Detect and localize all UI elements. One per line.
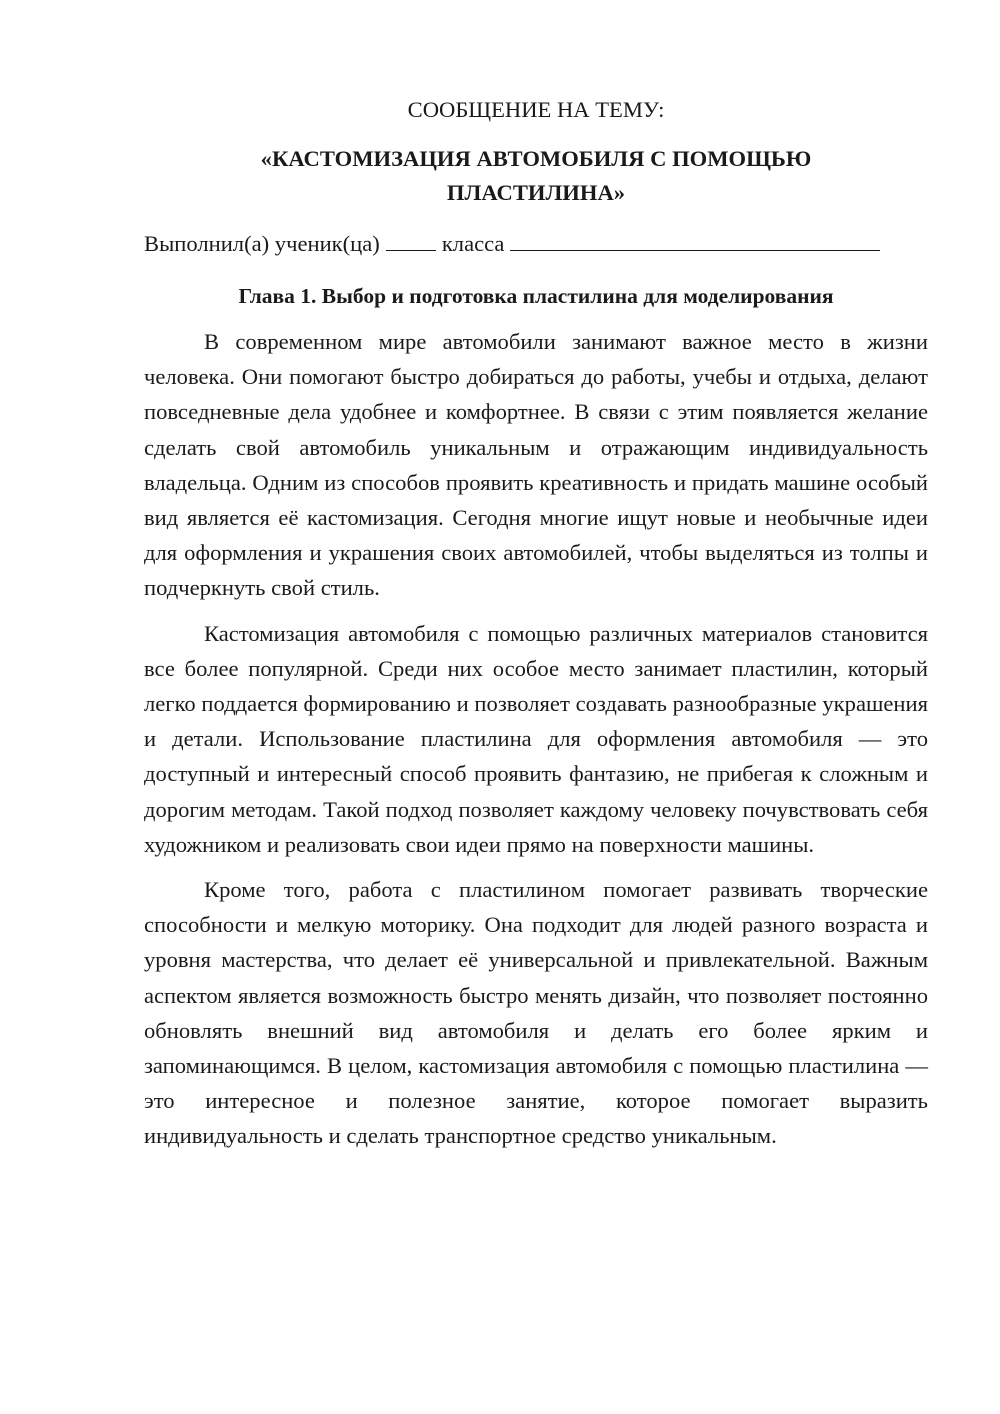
body-paragraph: Кроме того, работа с пластилином помогает развивать творческие способности и мелкую моторику. Она подходит для людей разного возраста и уровня мастерства, что делает её универсальной и привлекательной. Важным аспектом является возможность быстро менять дизайн, что позволяет постоянно обновлять внешний вид автомобиля и делать его более ярким и запоминающимся. В целом, кастомизация автомобиля с помощью пластилина — это интересное и полезное занятие, которое помогает выразить индивидуальность и сделать транспортное средство уникальным. [144,877,928,1149]
report-label: СООБЩЕНИЕ НА ТЕМУ: [407,97,665,122]
class-number-blank [386,228,436,251]
body-paragraph: В современном мире автомобили занимают важное место в жизни человека. Они помогают быстро добираться до работы, учебы и отдыха, делают повседневные дела удобнее и комфортнее. В связи с этим появляется желание сделать свой автомобиль уникальным и отражающим индивидуальность владельца. Одним из способов проявить креативность и придать машине особый вид является её кастомизация. Сегодня многие ищут новые и необычные идеи для оформления и украшения своих автомобилей, чтобы выделяться из толпы и подчеркнуть свой стиль. [144,329,928,601]
author-class-word: класса [441,231,505,256]
chapter-title: Глава 1. Выбор и подготовка пластилина для моделирования [238,284,834,308]
report-title [144,142,928,210]
report-title-line-2: ПЛАСТИЛИНА» [446,180,626,205]
body-paragraph: Кастомизация автомобиля с помощью различных материалов становится все более популярной. Среди них особое место занимает пластилин, который легко поддается формированию и позволяет создавать разнообразные украшения и детали. Использование пластилина для оформления автомобиля — это доступный и интересный способ проявить фантазию, не прибегая к сложным и дорогим методам. Такой подход позволяет каждому человеку почувствовать себя художником и реализовать свои идеи прямо на поверхности машины. [144,620,928,857]
author-line [144,226,928,262]
author-prefix: Выполнил(а) ученик(ца) [144,231,380,256]
student-name-blank [510,228,880,251]
report-title-line-1: «КАСТОМИЗАЦИЯ АВТОМОБИЛЯ С ПОМОЩЬЮ [260,146,812,171]
